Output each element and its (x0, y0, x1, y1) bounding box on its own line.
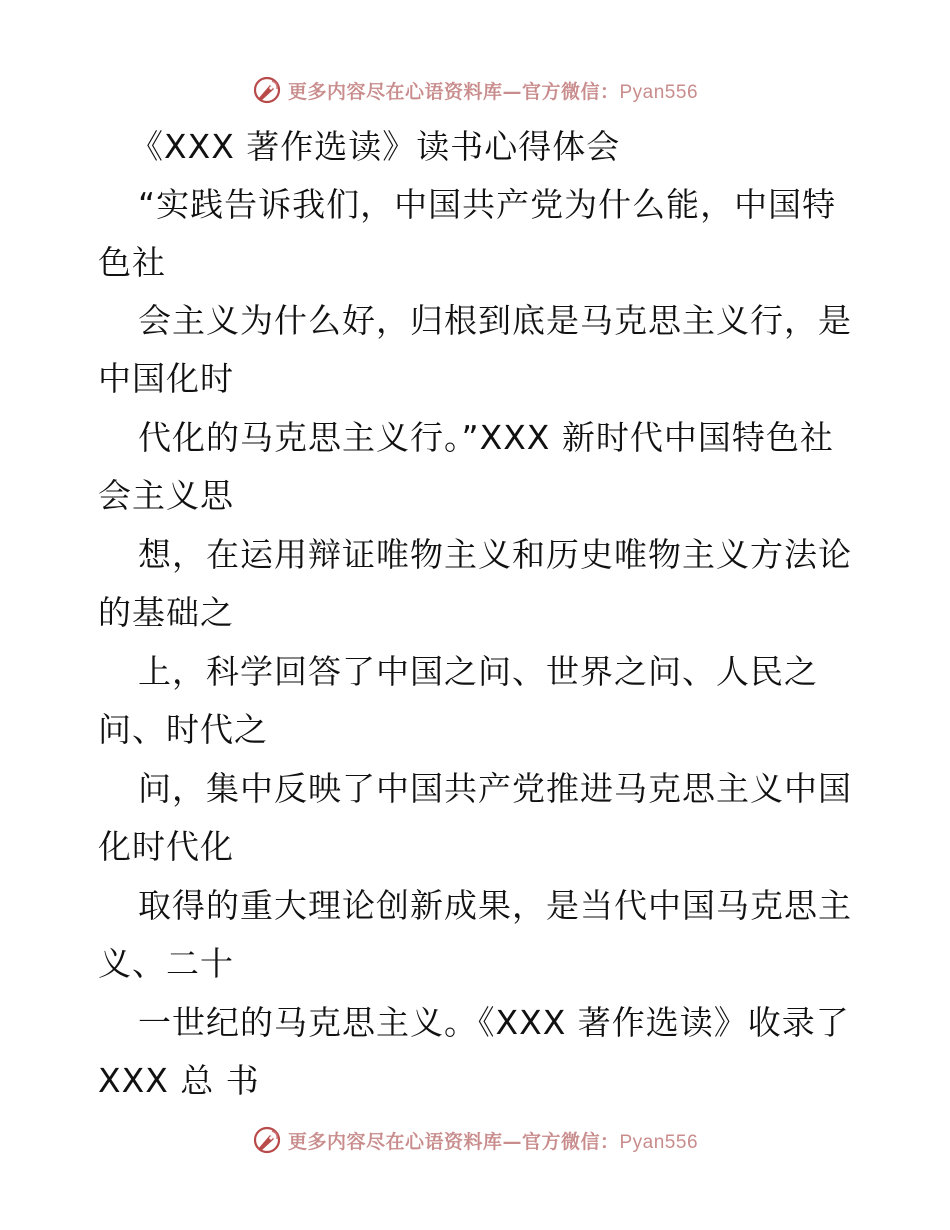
text-line: 取得的重大理论创新成果，是当代中国马克思主 (138, 886, 852, 925)
text-line: 会主义为什么好，归根到底是马克思主义行，是 (138, 301, 852, 340)
pen-nib-circle-logo-icon (252, 1125, 282, 1155)
text-line: 化时代化 (98, 827, 234, 866)
pen-nib-circle-logo-icon (252, 75, 282, 105)
text-line: “实践告诉我们，中国共产党为什么能，中国特 (138, 185, 837, 224)
text-line: 问、时代之 (98, 710, 268, 749)
header-watermark (0, 70, 950, 110)
text-line: 色社 (98, 243, 166, 282)
text-line: 上，科学回答了中国之问、世界之问、人民之 (138, 652, 818, 691)
text-line: 问，集中反映了中国共产党推进马克思主义中国 (138, 769, 852, 808)
text-line: 一世纪的马克思主义。《XXX 著作选读》收录了 (138, 1003, 850, 1042)
text-line: 的基础之 (98, 593, 234, 632)
watermark-text: 更多内容尽在心语资料库—官方微信：Pyan556 (287, 1130, 699, 1153)
text-line: 中国化时 (98, 359, 234, 398)
text-line: 想，在运用辩证唯物主义和历史唯物主义方法论 (138, 535, 852, 574)
text-line: XXX 总 书 (98, 1061, 260, 1100)
watermark-text: 更多内容尽在心语资料库—官方微信：Pyan556 (287, 80, 699, 103)
text-line: 会主义思 (98, 476, 234, 515)
document-title: 《XXX 著作选读》读书心得体会 (130, 127, 621, 166)
footer-watermark (0, 1120, 950, 1160)
text-line: 义、二十 (98, 944, 234, 983)
text-line: 代化的马克思主义行。”XXX 新时代中国特色社 (138, 418, 834, 457)
